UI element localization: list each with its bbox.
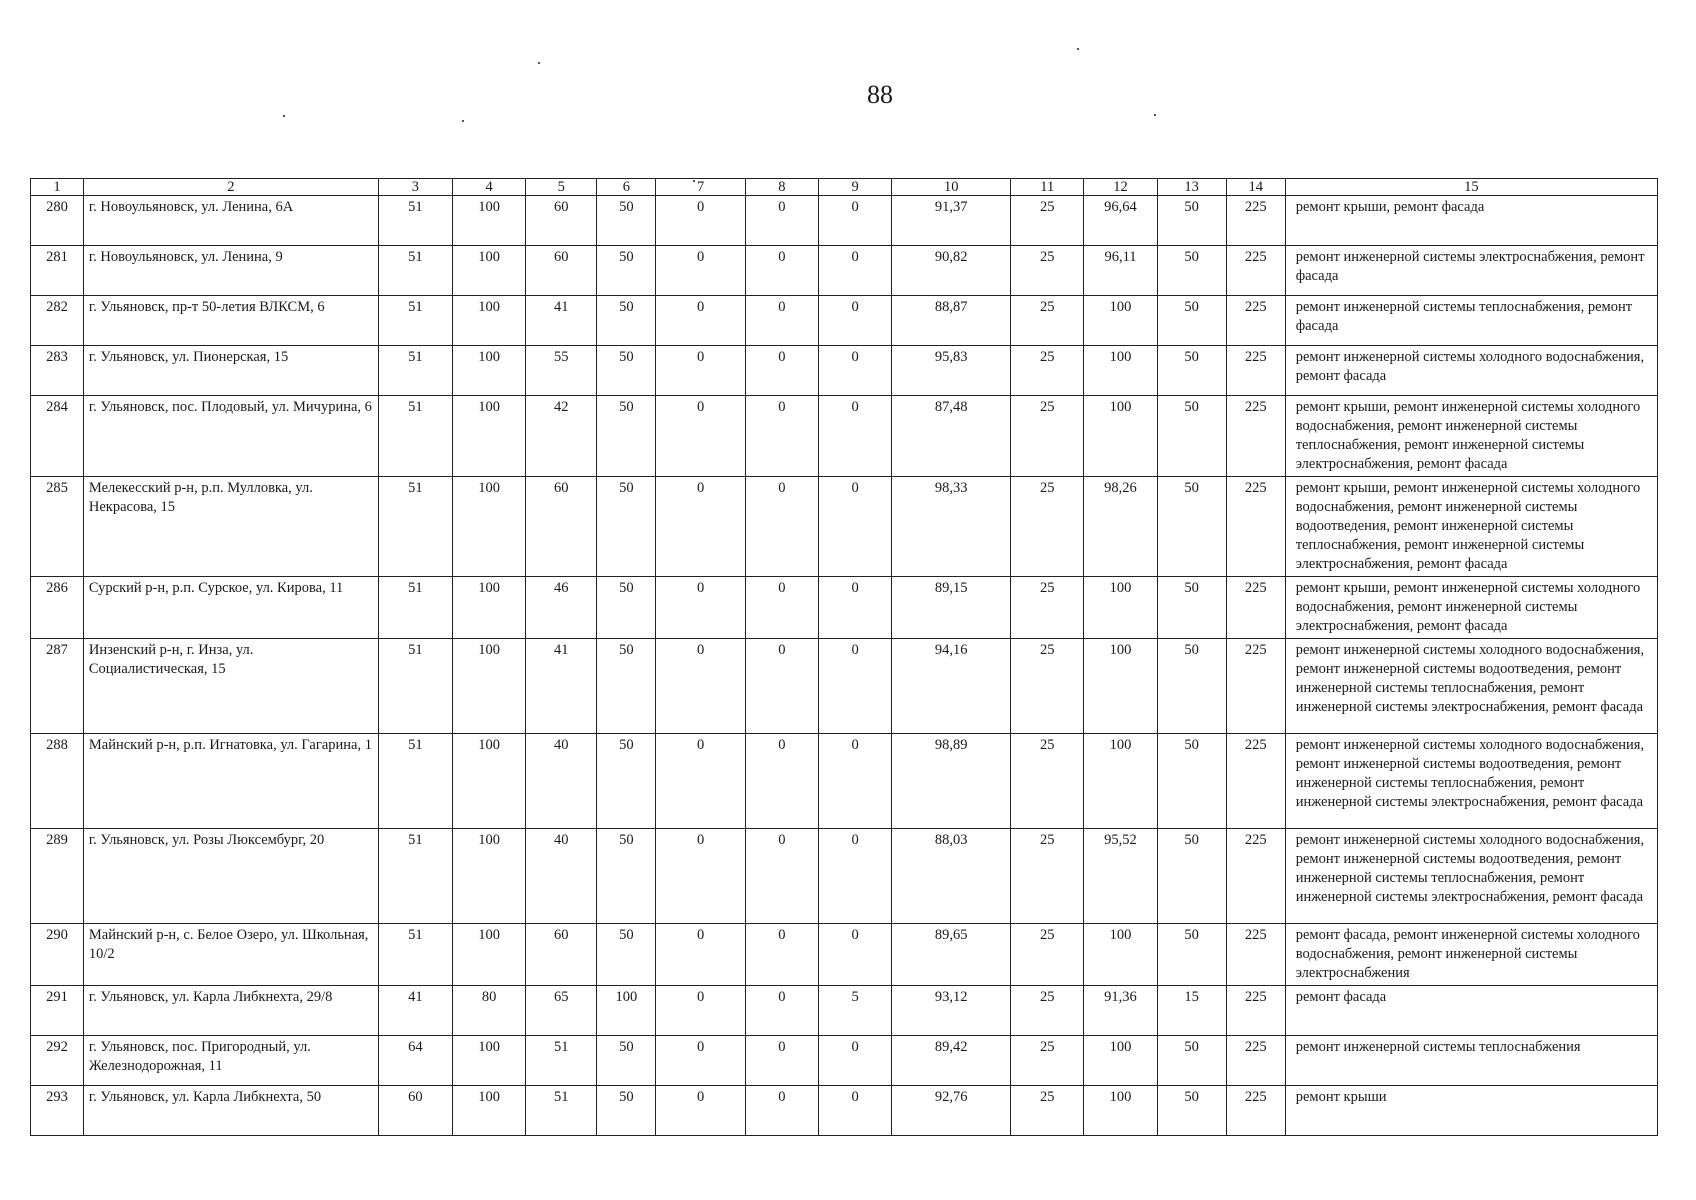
value-cell: 50 <box>597 734 656 829</box>
value-cell: 95,83 <box>892 346 1011 396</box>
address-cell: г. Ульяновск, пр-т 50-летия ВЛКСМ, 6 <box>83 296 378 346</box>
value-cell: 50 <box>597 477 656 577</box>
value-cell: 94,16 <box>892 639 1011 734</box>
column-header: 12 <box>1084 179 1157 196</box>
value-cell: 225 <box>1226 196 1285 246</box>
value-cell: 96,11 <box>1084 246 1157 296</box>
header-row <box>31 179 1658 196</box>
row-number-cell: 282 <box>31 296 84 346</box>
row-number-cell: 280 <box>31 196 84 246</box>
table-row <box>31 296 1658 346</box>
value-cell: 100 <box>452 1036 525 1086</box>
value-cell: 80 <box>452 986 525 1036</box>
value-cell: 60 <box>378 1086 452 1136</box>
value-cell: 51 <box>378 577 452 639</box>
value-cell: 0 <box>656 346 745 396</box>
value-cell: 100 <box>452 346 525 396</box>
table-row <box>31 246 1658 296</box>
value-cell: 100 <box>1084 296 1157 346</box>
value-cell: 0 <box>745 734 818 829</box>
value-cell: 51 <box>378 346 452 396</box>
value-cell: 0 <box>656 986 745 1036</box>
address-cell: г. Ульяновск, пос. Пригородный, ул. Железнодорожная, 11 <box>83 1036 378 1086</box>
column-header: 3 <box>378 179 452 196</box>
work-types-cell: ремонт инженерной системы теплоснабжения <box>1285 1036 1657 1086</box>
value-cell: 0 <box>819 246 892 296</box>
value-cell: 225 <box>1226 296 1285 346</box>
value-cell: 0 <box>745 396 818 477</box>
value-cell: 50 <box>597 577 656 639</box>
value-cell: 100 <box>1084 639 1157 734</box>
value-cell: 225 <box>1226 396 1285 477</box>
value-cell: 0 <box>819 1086 892 1136</box>
value-cell: 0 <box>656 296 745 346</box>
row-number-cell: 287 <box>31 639 84 734</box>
work-types-cell: ремонт инженерной системы холодного водоснабжения, ремонт инженерной системы водоотведения, ремонт инженерной системы теплоснабжения, ремонт инженерной системы электроснабжения, ремонт фасада <box>1285 639 1657 734</box>
work-types-cell: ремонт крыши, ремонт инженерной системы холодного водоснабжения, ремонт инженерной системы электроснабжения, ремонт фасада <box>1285 577 1657 639</box>
work-types-cell: ремонт крыши, ремонт фасада <box>1285 196 1657 246</box>
value-cell: 0 <box>819 477 892 577</box>
address-cell: Майнский р-н, с. Белое Озеро, ул. Школьная, 10/2 <box>83 924 378 986</box>
value-cell: 100 <box>452 924 525 986</box>
work-types-cell: ремонт инженерной системы холодного водоснабжения, ремонт инженерной системы водоотведения, ремонт инженерной системы теплоснабжения, ремонт инженерной системы электроснабжения, ремонт фасада <box>1285 734 1657 829</box>
value-cell: 50 <box>597 396 656 477</box>
scan-speck <box>462 120 464 122</box>
work-types-cell: ремонт крыши, ремонт инженерной системы холодного водоснабжения, ремонт инженерной системы теплоснабжения, ремонт инженерной системы электроснабжения, ремонт фасада <box>1285 396 1657 477</box>
table-body <box>31 196 1658 1136</box>
row-number-cell: 283 <box>31 346 84 396</box>
work-types-cell: ремонт инженерной системы теплоснабжения, ремонт фасада <box>1285 296 1657 346</box>
value-cell: 89,42 <box>892 1036 1011 1086</box>
value-cell: 41 <box>526 639 597 734</box>
value-cell: 0 <box>656 829 745 924</box>
value-cell: 91,36 <box>1084 986 1157 1036</box>
table-row <box>31 829 1658 924</box>
value-cell: 51 <box>378 924 452 986</box>
value-cell: 91,37 <box>892 196 1011 246</box>
value-cell: 50 <box>597 639 656 734</box>
value-cell: 51 <box>378 734 452 829</box>
value-cell: 0 <box>745 986 818 1036</box>
row-number-cell: 291 <box>31 986 84 1036</box>
value-cell: 98,26 <box>1084 477 1157 577</box>
value-cell: 100 <box>452 396 525 477</box>
value-cell: 100 <box>1084 346 1157 396</box>
row-number-cell: 281 <box>31 246 84 296</box>
value-cell: 95,52 <box>1084 829 1157 924</box>
value-cell: 225 <box>1226 829 1285 924</box>
value-cell: 25 <box>1011 246 1084 296</box>
value-cell: 0 <box>819 346 892 396</box>
value-cell: 0 <box>745 829 818 924</box>
value-cell: 42 <box>526 396 597 477</box>
address-cell: Майнский р-н, р.п. Игнатовка, ул. Гагарина, 1 <box>83 734 378 829</box>
value-cell: 100 <box>1084 1036 1157 1086</box>
column-header: 5 <box>526 179 597 196</box>
value-cell: 41 <box>526 296 597 346</box>
value-cell: 0 <box>819 1036 892 1086</box>
value-cell: 100 <box>452 577 525 639</box>
column-header: 13 <box>1157 179 1226 196</box>
row-number-cell: 284 <box>31 396 84 477</box>
value-cell: 0 <box>656 639 745 734</box>
row-number-cell: 285 <box>31 477 84 577</box>
value-cell: 0 <box>656 246 745 296</box>
row-number-cell: 289 <box>31 829 84 924</box>
value-cell: 51 <box>378 396 452 477</box>
value-cell: 65 <box>526 986 597 1036</box>
value-cell: 100 <box>452 829 525 924</box>
address-cell: г. Ульяновск, ул. Розы Люксембург, 20 <box>83 829 378 924</box>
column-header: 9 <box>819 179 892 196</box>
value-cell: 55 <box>526 346 597 396</box>
value-cell: 100 <box>1084 734 1157 829</box>
value-cell: 51 <box>378 246 452 296</box>
value-cell: 51 <box>378 296 452 346</box>
value-cell: 50 <box>597 1086 656 1136</box>
work-types-cell: ремонт крыши, ремонт инженерной системы холодного водоснабжения, ремонт инженерной системы водоотведения, ремонт инженерной системы теплоснабжения, ремонт инженерной системы электроснабжения, ремонт фасада <box>1285 477 1657 577</box>
address-cell: Мелекесский р-н, р.п. Мулловка, ул. Некрасова, 15 <box>83 477 378 577</box>
value-cell: 60 <box>526 477 597 577</box>
column-header: 1 <box>31 179 84 196</box>
value-cell: 50 <box>1157 577 1226 639</box>
table-row <box>31 1086 1658 1136</box>
value-cell: 50 <box>1157 296 1226 346</box>
table-row <box>31 639 1658 734</box>
value-cell: 0 <box>819 577 892 639</box>
value-cell: 50 <box>1157 477 1226 577</box>
value-cell: 0 <box>745 924 818 986</box>
value-cell: 0 <box>819 196 892 246</box>
value-cell: 225 <box>1226 246 1285 296</box>
column-header: 8 <box>745 179 818 196</box>
value-cell: 0 <box>656 924 745 986</box>
value-cell: 50 <box>597 829 656 924</box>
value-cell: 0 <box>656 1036 745 1086</box>
value-cell: 0 <box>819 829 892 924</box>
value-cell: 88,03 <box>892 829 1011 924</box>
value-cell: 100 <box>1084 396 1157 477</box>
value-cell: 50 <box>1157 1036 1226 1086</box>
column-header: 7 <box>656 179 745 196</box>
value-cell: 100 <box>1084 924 1157 986</box>
value-cell: 0 <box>819 296 892 346</box>
scan-speck <box>283 115 285 117</box>
value-cell: 100 <box>452 1086 525 1136</box>
value-cell: 25 <box>1011 396 1084 477</box>
value-cell: 60 <box>526 924 597 986</box>
value-cell: 51 <box>378 829 452 924</box>
value-cell: 100 <box>452 734 525 829</box>
value-cell: 225 <box>1226 346 1285 396</box>
value-cell: 50 <box>1157 396 1226 477</box>
value-cell: 225 <box>1226 734 1285 829</box>
column-header: 11 <box>1011 179 1084 196</box>
address-cell: г. Ульяновск, ул. Пионерская, 15 <box>83 346 378 396</box>
value-cell: 25 <box>1011 986 1084 1036</box>
value-cell: 51 <box>378 477 452 577</box>
value-cell: 0 <box>656 477 745 577</box>
value-cell: 25 <box>1011 196 1084 246</box>
row-number-cell: 288 <box>31 734 84 829</box>
value-cell: 0 <box>819 924 892 986</box>
column-header: 6 <box>597 179 656 196</box>
value-cell: 0 <box>745 246 818 296</box>
value-cell: 51 <box>526 1086 597 1136</box>
value-cell: 89,65 <box>892 924 1011 986</box>
value-cell: 225 <box>1226 477 1285 577</box>
value-cell: 100 <box>452 246 525 296</box>
row-number-cell: 292 <box>31 1036 84 1086</box>
scan-speck <box>1154 114 1156 116</box>
value-cell: 0 <box>745 196 818 246</box>
value-cell: 0 <box>745 639 818 734</box>
value-cell: 0 <box>819 639 892 734</box>
value-cell: 25 <box>1011 1086 1084 1136</box>
value-cell: 96,64 <box>1084 196 1157 246</box>
value-cell: 89,15 <box>892 577 1011 639</box>
column-header: 10 <box>892 179 1011 196</box>
table-row <box>31 924 1658 986</box>
column-header: 15 <box>1285 179 1657 196</box>
value-cell: 90,82 <box>892 246 1011 296</box>
value-cell: 0 <box>656 577 745 639</box>
value-cell: 41 <box>378 986 452 1036</box>
value-cell: 25 <box>1011 829 1084 924</box>
value-cell: 100 <box>452 639 525 734</box>
value-cell: 0 <box>656 396 745 477</box>
value-cell: 40 <box>526 829 597 924</box>
value-cell: 93,12 <box>892 986 1011 1036</box>
value-cell: 25 <box>1011 296 1084 346</box>
value-cell: 225 <box>1226 639 1285 734</box>
value-cell: 50 <box>1157 346 1226 396</box>
value-cell: 5 <box>819 986 892 1036</box>
scan-speck <box>1077 48 1079 50</box>
value-cell: 225 <box>1226 577 1285 639</box>
value-cell: 100 <box>1084 577 1157 639</box>
value-cell: 50 <box>597 346 656 396</box>
work-types-cell: ремонт фасада, ремонт инженерной системы холодного водоснабжения, ремонт инженерной системы электроснабжения <box>1285 924 1657 986</box>
value-cell: 60 <box>526 246 597 296</box>
value-cell: 25 <box>1011 477 1084 577</box>
work-types-cell: ремонт инженерной системы электроснабжения, ремонт фасада <box>1285 246 1657 296</box>
table-row <box>31 196 1658 246</box>
address-cell: Инзенский р-н, г. Инза, ул. Социалистическая, 15 <box>83 639 378 734</box>
value-cell: 225 <box>1226 1036 1285 1086</box>
value-cell: 0 <box>745 477 818 577</box>
value-cell: 0 <box>745 346 818 396</box>
value-cell: 60 <box>526 196 597 246</box>
value-cell: 64 <box>378 1036 452 1086</box>
value-cell: 100 <box>452 196 525 246</box>
value-cell: 25 <box>1011 577 1084 639</box>
value-cell: 50 <box>1157 1086 1226 1136</box>
table-row <box>31 396 1658 477</box>
value-cell: 225 <box>1226 924 1285 986</box>
value-cell: 100 <box>1084 1086 1157 1136</box>
value-cell: 25 <box>1011 924 1084 986</box>
value-cell: 25 <box>1011 734 1084 829</box>
value-cell: 92,76 <box>892 1086 1011 1136</box>
value-cell: 50 <box>1157 829 1226 924</box>
table-row <box>31 577 1658 639</box>
value-cell: 50 <box>1157 196 1226 246</box>
value-cell: 25 <box>1011 346 1084 396</box>
value-cell: 51 <box>378 196 452 246</box>
address-cell: г. Новоульяновск, ул. Ленина, 6А <box>83 196 378 246</box>
table-row <box>31 734 1658 829</box>
value-cell: 225 <box>1226 1086 1285 1136</box>
work-types-cell: ремонт фасада <box>1285 986 1657 1036</box>
value-cell: 15 <box>1157 986 1226 1036</box>
value-cell: 50 <box>597 924 656 986</box>
value-cell: 50 <box>597 296 656 346</box>
value-cell: 25 <box>1011 1036 1084 1086</box>
value-cell: 0 <box>745 1036 818 1086</box>
value-cell: 0 <box>745 1086 818 1136</box>
table-row <box>31 986 1658 1036</box>
value-cell: 225 <box>1226 986 1285 1036</box>
value-cell: 98,33 <box>892 477 1011 577</box>
table-row <box>31 1036 1658 1086</box>
column-header: 14 <box>1226 179 1285 196</box>
value-cell: 50 <box>1157 924 1226 986</box>
value-cell: 0 <box>745 296 818 346</box>
value-cell: 50 <box>1157 734 1226 829</box>
address-cell: Сурский р-н, р.п. Сурское, ул. Кирова, 11 <box>83 577 378 639</box>
value-cell: 0 <box>656 1086 745 1136</box>
value-cell: 40 <box>526 734 597 829</box>
table-row <box>31 346 1658 396</box>
work-types-cell: ремонт инженерной системы холодного водоснабжения, ремонт инженерной системы водоотведения, ремонт инженерной системы теплоснабжения, ремонт инженерной системы электроснабжения, ремонт фасада <box>1285 829 1657 924</box>
value-cell: 98,89 <box>892 734 1011 829</box>
address-cell: г. Ульяновск, ул. Карла Либкнехта, 50 <box>83 1086 378 1136</box>
column-header: 2 <box>83 179 378 196</box>
value-cell: 50 <box>1157 246 1226 296</box>
value-cell: 0 <box>745 577 818 639</box>
address-cell: г. Ульяновск, ул. Карла Либкнехта, 29/8 <box>83 986 378 1036</box>
value-cell: 0 <box>819 396 892 477</box>
value-cell: 50 <box>597 196 656 246</box>
table-row <box>31 477 1658 577</box>
value-cell: 46 <box>526 577 597 639</box>
value-cell: 100 <box>452 296 525 346</box>
register-table-container <box>30 178 1658 1136</box>
value-cell: 100 <box>452 477 525 577</box>
scan-speck <box>538 62 540 64</box>
value-cell: 87,48 <box>892 396 1011 477</box>
value-cell: 50 <box>597 246 656 296</box>
value-cell: 50 <box>1157 639 1226 734</box>
value-cell: 25 <box>1011 639 1084 734</box>
value-cell: 51 <box>378 639 452 734</box>
row-number-cell: 286 <box>31 577 84 639</box>
row-number-cell: 293 <box>31 1086 84 1136</box>
page-number: 88 <box>867 80 893 109</box>
row-number-cell: 290 <box>31 924 84 986</box>
register-table <box>30 178 1658 1136</box>
work-types-cell: ремонт инженерной системы холодного водоснабжения, ремонт фасада <box>1285 346 1657 396</box>
address-cell: г. Новоульяновск, ул. Ленина, 9 <box>83 246 378 296</box>
address-cell: г. Ульяновск, пос. Плодовый, ул. Мичурина, 6 <box>83 396 378 477</box>
work-types-cell: ремонт крыши <box>1285 1086 1657 1136</box>
value-cell: 88,87 <box>892 296 1011 346</box>
column-header: 4 <box>452 179 525 196</box>
value-cell: 0 <box>656 196 745 246</box>
value-cell: 0 <box>819 734 892 829</box>
value-cell: 50 <box>597 1036 656 1086</box>
value-cell: 100 <box>597 986 656 1036</box>
value-cell: 51 <box>526 1036 597 1086</box>
value-cell: 0 <box>656 734 745 829</box>
